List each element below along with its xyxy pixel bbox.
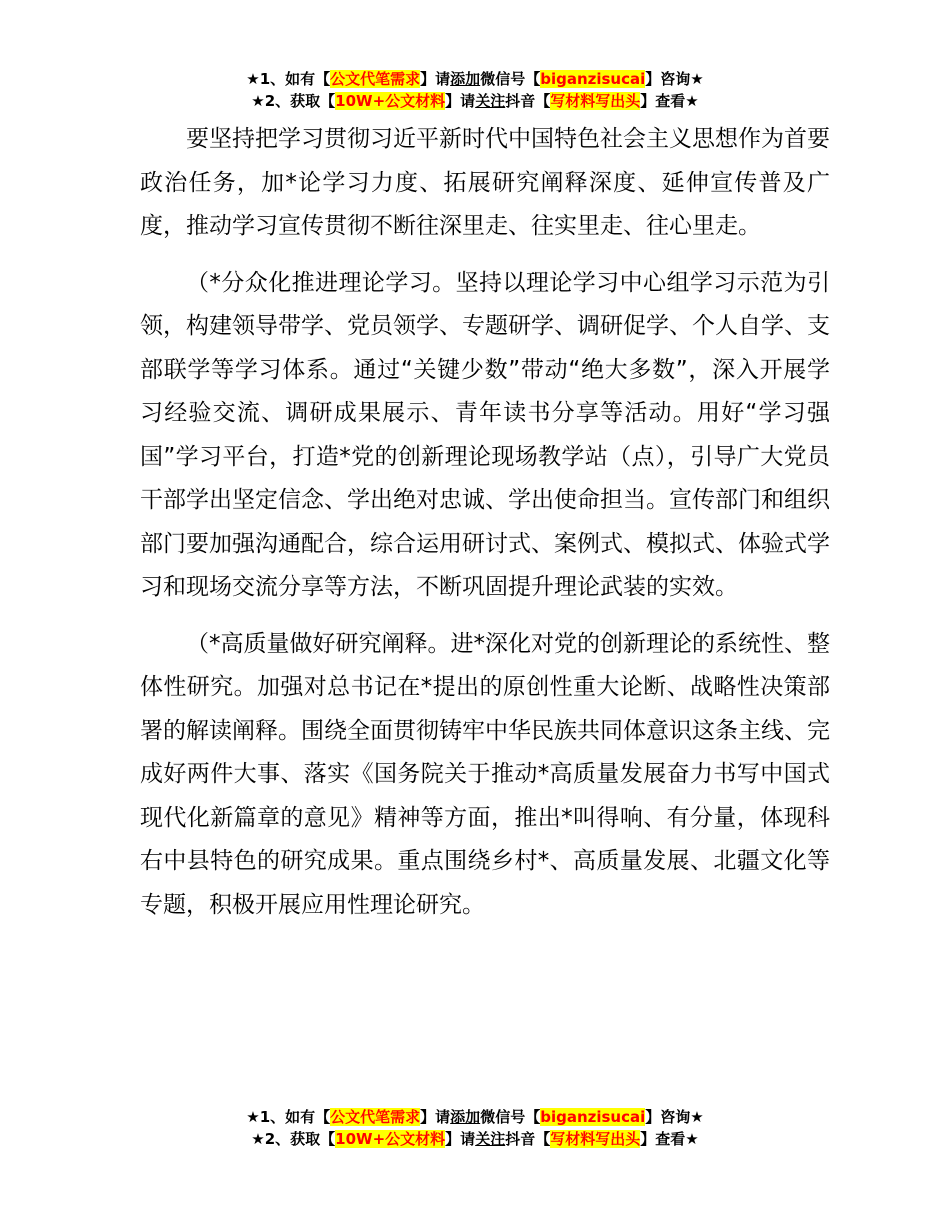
- highlight-service: 公文代笔需求: [330, 70, 421, 88]
- underlined-text: 添加: [450, 1108, 481, 1126]
- underlined-text: 关注: [475, 1130, 506, 1148]
- star-icon: ★: [690, 70, 704, 88]
- paragraph-theory-study: （*分众化推进理论学习。坚持以理论学习中心组学习示范为引领，构建领导带学、党员领学、专题研学、调研促学、个人自学、支部联学等学习体系。通过“关键少数”带动“绝大多数”，深入开展学习经验交流、调研成果展示、青年读书分享等活动。用好“学习强国”学习平台，打造*党的创新理论现场教学站（点），引导广大党员干部学出坚定信念、学出绝对忠诚、学出使命担当。宣传部门和组织部门要加强沟通配合，综合运用研讨式、案例式、模拟式、体验式学习和现场交流分享等方法，不断巩固提升理论武装的实效。: [140, 269, 830, 600]
- banner-line-1: [0, 1106, 950, 1128]
- banner-text: 微信号【: [480, 1108, 541, 1126]
- banner-text: 1、如有【: [259, 70, 331, 88]
- banner-text: 】咨询: [645, 70, 691, 88]
- banner-text: 】请: [420, 1108, 451, 1126]
- highlight-service: 公文代笔需求: [330, 1108, 421, 1126]
- document-body: [140, 118, 830, 940]
- underlined-text: 添加: [450, 70, 481, 88]
- banner-text: 微信号【: [480, 70, 541, 88]
- highlight-materials: 10W+公文材料: [335, 92, 446, 110]
- paragraph-intro: 要坚持把学习贯彻习近平新时代中国特色社会主义思想作为首要政治任务，加*论学习力度、拓展研究阐释深度、延伸宣传普及广度，推动学习宣传贯彻不断往深里走、往实里走、往心里走。: [140, 126, 830, 239]
- paragraph-research: （*高质量做好研究阐释。进*深化对党的创新理论的系统性、整体性研究。加强对总书记在*提出的原创性重大论断、战略性决策部署的解读阐释。围绕全面贯彻铸牢中华民族共同体意识这条主线、完成好两件大事、落实《国务院关于推动*高质量发展奋力书写中国式现代化新篇章的意见》精神等方面，推出*叫得响、有分量，体现科右中县特色的研究成果。重点围绕乡村*、高质量发展、北疆文化等专题，积极开展应用性理论研究。: [140, 630, 830, 918]
- banner-text: 】请: [445, 1130, 476, 1148]
- star-icon: ★: [246, 1108, 260, 1126]
- highlight-materials: 10W+公文材料: [335, 1130, 446, 1148]
- banner-text: 】请: [420, 70, 451, 88]
- star-icon: ★: [251, 92, 265, 110]
- banner-text: 】查看: [640, 1130, 686, 1148]
- star-icon: ★: [685, 92, 699, 110]
- highlight-douyin-account: 写材料写出头: [550, 92, 641, 110]
- banner-line-2: [0, 90, 950, 112]
- banner-text: 抖音【: [505, 1130, 551, 1148]
- footer-banner: [0, 1106, 950, 1150]
- banner-text: 】咨询: [645, 1108, 691, 1126]
- star-icon: ★: [690, 1108, 704, 1126]
- banner-text: 】查看: [640, 92, 686, 110]
- highlight-douyin-account: 写材料写出头: [550, 1130, 641, 1148]
- underlined-text: 关注: [475, 92, 506, 110]
- star-icon: ★: [685, 1130, 699, 1148]
- star-icon: ★: [251, 1130, 265, 1148]
- banner-text: 抖音【: [505, 92, 551, 110]
- star-icon: ★: [246, 70, 260, 88]
- banner-text: 2、获取【: [264, 92, 336, 110]
- highlight-wechat-id: biganzisucai: [540, 70, 646, 88]
- banner-text: 】请: [445, 92, 476, 110]
- banner-line-1: [0, 68, 950, 90]
- highlight-wechat-id: biganzisucai: [540, 1108, 646, 1126]
- banner-text: 1、如有【: [259, 1108, 331, 1126]
- banner-line-2: [0, 1128, 950, 1150]
- header-banner: [0, 68, 950, 112]
- banner-text: 2、获取【: [264, 1130, 336, 1148]
